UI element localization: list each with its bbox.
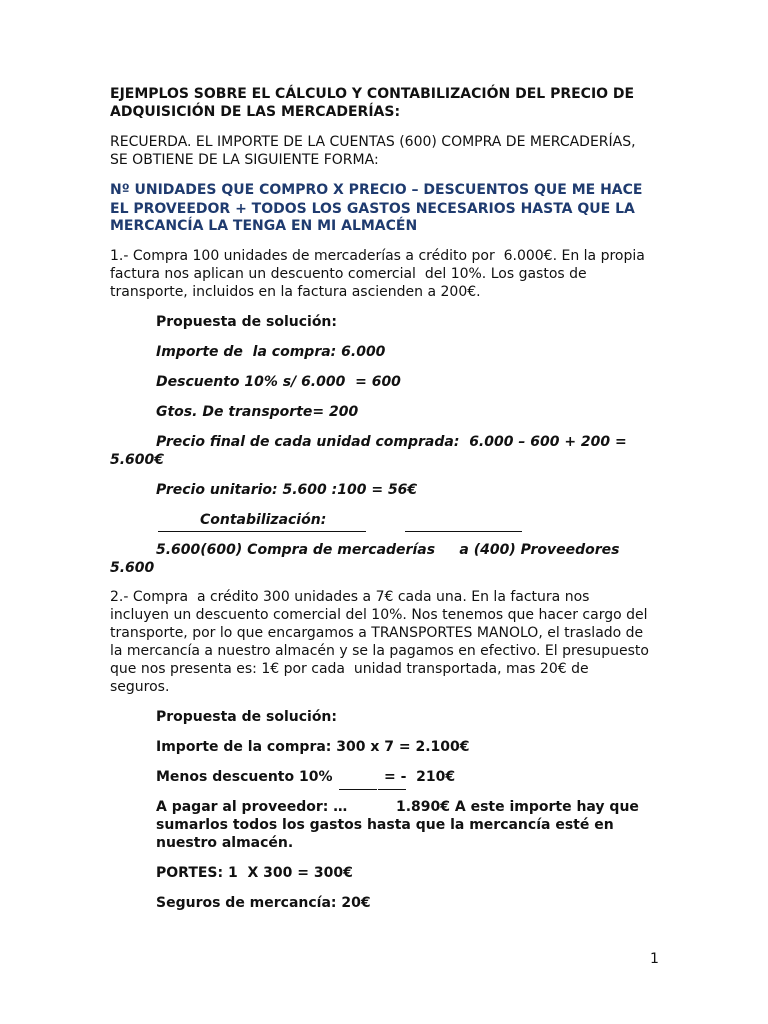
formula-line-3: MERCANCÍA LA TENGA EN MI ALMACÉN [110, 218, 418, 234]
example1-descuento: Descuento 10% s/ 6.000 = 600 [156, 374, 401, 390]
page-number: 1 [650, 951, 659, 967]
example1-asiento-line-1: 5.600(600) Compra de mercaderías a (400) Proveedores [156, 542, 620, 558]
formula-line-2: EL PROVEEDOR + TODOS LOS GASTOS NECESARIOS HASTA QUE LA [110, 201, 635, 217]
example1-precio-final-line-1: Precio final de cada unidad comprada: 6.000 – 600 + 200 = [156, 434, 627, 450]
example2-statement-line-4: la mercancía a nuestro almacén y se la pagamos en efectivo. El presupuesto [110, 643, 649, 659]
example1-statement-line-1: 1.- Compra 100 unidades de mercaderías a crédito por 6.000€. En la propia [110, 248, 645, 264]
example2-statement-line-5: que nos presenta es: 1€ por cada unidad transportada, mas 20€ de [110, 661, 589, 677]
example1-heading: Propuesta de solución: [156, 314, 338, 330]
example2-heading: Propuesta de solución: [156, 709, 338, 725]
example1-importe: Importe de la compra: 6.000 [156, 344, 386, 360]
example2-importe: Importe de la compra: 300 x 7 = 2.100€ [156, 739, 470, 755]
example2-pagar-line-2: sumarlos todos los gastos hasta que la mercancía esté en [156, 817, 614, 833]
formula-line-1: Nº UNIDADES QUE COMPRO X PRECIO – DESCUENTOS QUE ME HACE [110, 182, 643, 198]
example1-contabilizacion: Contabilización: [200, 512, 327, 528]
journal-rule-left [158, 531, 366, 532]
title-line-1: EJEMPLOS SOBRE EL CÁLCULO Y CONTABILIZACIÓN DEL PRECIO DE [110, 86, 635, 102]
journal-rule-right [405, 531, 522, 532]
example2-statement-line-3: transporte, por lo que encargamos a TRANSPORTES MANOLO, el traslado de [110, 625, 644, 641]
example1-precio-final-line-2: 5.600€ [110, 452, 165, 468]
example1-statement-line-3: transporte, incluidos en la factura ascienden a 200€. [110, 284, 481, 300]
example2-statement-line-2: incluyen un descuento comercial del 10%. Nos tenemos que hacer cargo del [110, 607, 648, 623]
example2-pagar-line-3: nuestro almacén. [156, 835, 294, 851]
reminder-line-2: SE OBTIENE DE LA SIGUIENTE FORMA: [110, 152, 379, 168]
example2-seguros: Seguros de mercancía: 20€ [156, 895, 371, 911]
example1-statement-line-2: factura nos aplican un descuento comercial del 10%. Los gastos de [110, 266, 587, 282]
example2-descuento-value: = - 210€ [384, 769, 456, 785]
reminder-line-1: RECUERDA. EL IMPORTE DE LA CUENTAS (600) COMPRA DE MERCADERÍAS, [110, 134, 636, 150]
example2-pagar-line-1: A pagar al proveedor: … 1.890€ A este importe hay que [156, 799, 639, 815]
example1-transporte: Gtos. De transporte= 200 [156, 404, 359, 420]
example1-precio-unitario: Precio unitario: 5.600 :100 = 56€ [156, 482, 418, 498]
example1-asiento-line-2: 5.600 [110, 560, 155, 576]
example2-descuento-label: Menos descuento 10% [156, 769, 333, 785]
example2-statement-line-6: seguros. [110, 679, 170, 695]
example2-statement-line-1: 2.- Compra a crédito 300 unidades a 7€ cada una. En la factura nos [110, 589, 590, 605]
title-line-2: ADQUISICIÓN DE LAS MERCADERÍAS: [110, 104, 401, 120]
descuento-rule-right [378, 789, 406, 790]
example2-portes: PORTES: 1 X 300 = 300€ [156, 865, 353, 881]
descuento-rule-left [339, 789, 377, 790]
